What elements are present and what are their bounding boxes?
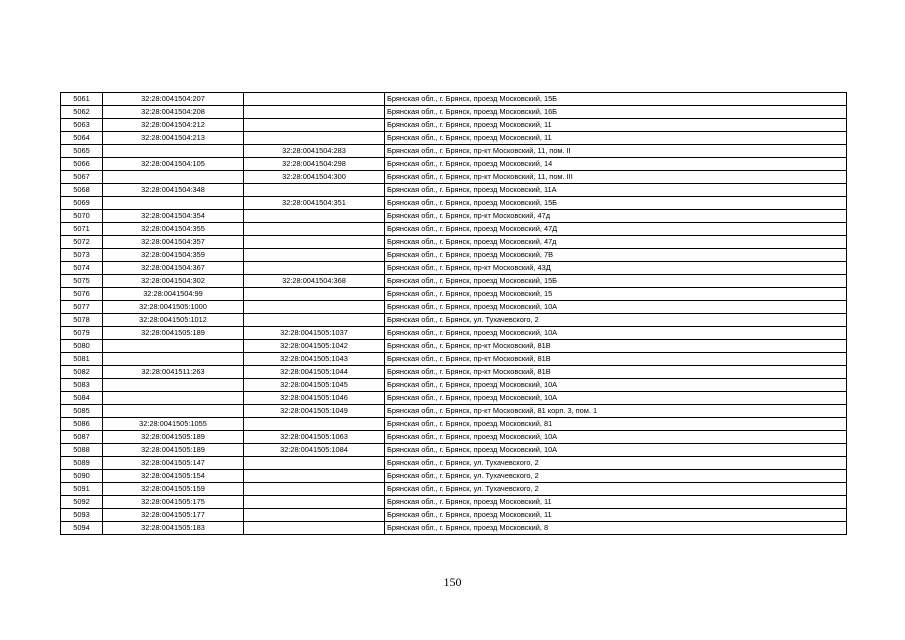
address-cell: Брянская обл., г. Брянск, пр-кт Московский, 47д (385, 210, 847, 223)
register-table-body (61, 93, 847, 535)
object-cadastral-number-cell: 32:28:0041504:298 (244, 158, 385, 171)
table-row (61, 197, 847, 210)
cadastral-number-cell (103, 197, 244, 210)
object-cadastral-number-cell: 32:28:0041505:1084 (244, 444, 385, 457)
table-row (61, 158, 847, 171)
row-number-cell: 5070 (61, 210, 103, 223)
table-row (61, 314, 847, 327)
table-row (61, 431, 847, 444)
object-cadastral-number-cell: 32:28:0041504:351 (244, 197, 385, 210)
address-cell: Брянская обл., г. Брянск, пр-кт Московский, 11, пом. II (385, 145, 847, 158)
cadastral-number-cell: 32:28:0041505:147 (103, 457, 244, 470)
object-cadastral-number-cell (244, 457, 385, 470)
cadastral-number-cell: 32:28:0041504:99 (103, 288, 244, 301)
address-cell: Брянская обл., г. Брянск, пр-кт Московский, 11, пом. III (385, 171, 847, 184)
address-cell: Брянская обл., г. Брянск, проезд Московский, 10А (385, 379, 847, 392)
address-cell: Брянская обл., г. Брянск, проезд Московский, 11 (385, 496, 847, 509)
table-row (61, 93, 847, 106)
object-cadastral-number-cell: 32:28:0041505:1049 (244, 405, 385, 418)
address-cell: Брянская обл., г. Брянск, проезд Московский, 10А (385, 431, 847, 444)
row-number-cell: 5065 (61, 145, 103, 158)
table-row (61, 275, 847, 288)
table-row (61, 496, 847, 509)
object-cadastral-number-cell: 32:28:0041505:1045 (244, 379, 385, 392)
row-number-cell: 5086 (61, 418, 103, 431)
table-row (61, 392, 847, 405)
table-row (61, 236, 847, 249)
row-number-cell: 5092 (61, 496, 103, 509)
table-row (61, 405, 847, 418)
object-cadastral-number-cell (244, 483, 385, 496)
table-row (61, 288, 847, 301)
address-cell: Брянская обл., г. Брянск, пр-кт Московский, 81 корп. 3, пом. 1 (385, 405, 847, 418)
object-cadastral-number-cell (244, 496, 385, 509)
object-cadastral-number-cell (244, 418, 385, 431)
register-table (60, 92, 847, 535)
cadastral-number-cell: 32:28:0041504:208 (103, 106, 244, 119)
object-cadastral-number-cell: 32:28:0041505:1043 (244, 353, 385, 366)
object-cadastral-number-cell: 32:28:0041505:1063 (244, 431, 385, 444)
address-cell: Брянская обл., г. Брянск, пр-кт Московский, 81В (385, 353, 847, 366)
address-cell: Брянская обл., г. Брянск, проезд Московский, 47д (385, 236, 847, 249)
table-row (61, 327, 847, 340)
row-number-cell: 5073 (61, 249, 103, 262)
table-row (61, 132, 847, 145)
table-row (61, 119, 847, 132)
cadastral-number-cell: 32:28:0041504:302 (103, 275, 244, 288)
row-number-cell: 5077 (61, 301, 103, 314)
cadastral-number-cell: 32:28:0041505:1012 (103, 314, 244, 327)
cadastral-number-cell: 32:28:0041504:354 (103, 210, 244, 223)
row-number-cell: 5074 (61, 262, 103, 275)
row-number-cell: 5072 (61, 236, 103, 249)
address-cell: Брянская обл., г. Брянск, проезд Московский, 10А (385, 392, 847, 405)
address-cell: Брянская обл., г. Брянск, ул. Тухачевского, 2 (385, 470, 847, 483)
row-number-cell: 5066 (61, 158, 103, 171)
address-cell: Брянская обл., г. Брянск, пр-кт Московский, 81В (385, 366, 847, 379)
object-cadastral-number-cell (244, 262, 385, 275)
table-row (61, 366, 847, 379)
row-number-cell: 5085 (61, 405, 103, 418)
row-number-cell: 5093 (61, 509, 103, 522)
object-cadastral-number-cell (244, 132, 385, 145)
cadastral-number-cell: 32:28:0041505:159 (103, 483, 244, 496)
cadastral-number-cell: 32:28:0041505:1055 (103, 418, 244, 431)
address-cell: Брянская обл., г. Брянск, проезд Московский, 7В (385, 249, 847, 262)
address-cell: Брянская обл., г. Брянск, проезд Московский, 10А (385, 327, 847, 340)
table-row (61, 418, 847, 431)
object-cadastral-number-cell (244, 106, 385, 119)
object-cadastral-number-cell (244, 184, 385, 197)
table-row (61, 262, 847, 275)
object-cadastral-number-cell (244, 223, 385, 236)
cadastral-number-cell: 32:28:0041505:189 (103, 327, 244, 340)
object-cadastral-number-cell: 32:28:0041504:368 (244, 275, 385, 288)
cadastral-number-cell: 32:28:0041505:154 (103, 470, 244, 483)
address-cell: Брянская обл., г. Брянск, проезд Московский, 15Б (385, 275, 847, 288)
cadastral-number-cell (103, 171, 244, 184)
address-cell: Брянская обл., г. Брянск, проезд Московский, 47Д (385, 223, 847, 236)
object-cadastral-number-cell (244, 210, 385, 223)
address-cell: Брянская обл., г. Брянск, проезд Московский, 8 (385, 522, 847, 535)
row-number-cell: 5063 (61, 119, 103, 132)
cadastral-number-cell: 32:28:0041504:105 (103, 158, 244, 171)
table-row (61, 184, 847, 197)
table-row (61, 522, 847, 535)
table-row (61, 483, 847, 496)
row-number-cell: 5091 (61, 483, 103, 496)
row-number-cell: 5087 (61, 431, 103, 444)
page-number: 150 (443, 575, 462, 589)
object-cadastral-number-cell: 32:28:0041504:283 (244, 145, 385, 158)
object-cadastral-number-cell (244, 249, 385, 262)
address-cell: Брянская обл., г. Брянск, пр-кт Московский, 43Д (385, 262, 847, 275)
object-cadastral-number-cell (244, 301, 385, 314)
row-number-cell: 5089 (61, 457, 103, 470)
cadastral-number-cell: 32:28:0041504:357 (103, 236, 244, 249)
object-cadastral-number-cell: 32:28:0041505:1044 (244, 366, 385, 379)
table-row (61, 444, 847, 457)
row-number-cell: 5075 (61, 275, 103, 288)
object-cadastral-number-cell (244, 314, 385, 327)
cadastral-number-cell (103, 392, 244, 405)
address-cell: Брянская обл., г. Брянск, проезд Московский, 10А (385, 301, 847, 314)
cadastral-number-cell: 32:28:0041505:189 (103, 444, 244, 457)
row-number-cell: 5081 (61, 353, 103, 366)
cadastral-number-cell: 32:28:0041504:212 (103, 119, 244, 132)
cadastral-number-cell: 32:28:0041504:367 (103, 262, 244, 275)
table-row (61, 353, 847, 366)
cadastral-number-cell (103, 340, 244, 353)
cadastral-number-cell: 32:28:0041504:348 (103, 184, 244, 197)
row-number-cell: 5068 (61, 184, 103, 197)
cadastral-number-cell (103, 145, 244, 158)
address-cell: Брянская обл., г. Брянск, ул. Тухачевского, 2 (385, 314, 847, 327)
cadastral-number-cell (103, 353, 244, 366)
cadastral-number-cell: 32:28:0041504:355 (103, 223, 244, 236)
address-cell: Брянская обл., г. Брянск, проезд Московский, 15Б (385, 197, 847, 210)
address-cell: Брянская обл., г. Брянск, проезд Московский, 11 (385, 509, 847, 522)
address-cell: Брянская обл., г. Брянск, ул. Тухачевского, 2 (385, 457, 847, 470)
row-number-cell: 5061 (61, 93, 103, 106)
row-number-cell: 5083 (61, 379, 103, 392)
cadastral-number-cell: 32:28:0041504:359 (103, 249, 244, 262)
table-row (61, 223, 847, 236)
row-number-cell: 5071 (61, 223, 103, 236)
cadastral-number-cell: 32:28:0041505:1000 (103, 301, 244, 314)
address-cell: Брянская обл., г. Брянск, ул. Тухачевского, 2 (385, 483, 847, 496)
row-number-cell: 5076 (61, 288, 103, 301)
table-row (61, 106, 847, 119)
object-cadastral-number-cell: 32:28:0041505:1042 (244, 340, 385, 353)
row-number-cell: 5067 (61, 171, 103, 184)
address-cell: Брянская обл., г. Брянск, проезд Московский, 11 (385, 132, 847, 145)
address-cell: Брянская обл., г. Брянск, проезд Московский, 11А (385, 184, 847, 197)
object-cadastral-number-cell (244, 288, 385, 301)
cadastral-number-cell: 32:28:0041505:189 (103, 431, 244, 444)
object-cadastral-number-cell (244, 522, 385, 535)
row-number-cell: 5062 (61, 106, 103, 119)
table-row (61, 340, 847, 353)
cadastral-number-cell: 32:28:0041504:213 (103, 132, 244, 145)
cadastral-number-cell: 32:28:0041504:207 (103, 93, 244, 106)
row-number-cell: 5079 (61, 327, 103, 340)
cadastral-number-cell: 32:28:0041505:183 (103, 522, 244, 535)
row-number-cell: 5088 (61, 444, 103, 457)
row-number-cell: 5078 (61, 314, 103, 327)
object-cadastral-number-cell: 32:28:0041505:1037 (244, 327, 385, 340)
cadastral-number-cell: 32:28:0041505:177 (103, 509, 244, 522)
object-cadastral-number-cell (244, 509, 385, 522)
table-row (61, 301, 847, 314)
cadastral-number-cell: 32:28:0041511:263 (103, 366, 244, 379)
address-cell: Брянская обл., г. Брянск, проезд Московский, 14 (385, 158, 847, 171)
row-number-cell: 5064 (61, 132, 103, 145)
object-cadastral-number-cell: 32:28:0041505:1046 (244, 392, 385, 405)
object-cadastral-number-cell (244, 93, 385, 106)
address-cell: Брянская обл., г. Брянск, проезд Московский, 11 (385, 119, 847, 132)
address-cell: Брянская обл., г. Брянск, проезд Московский, 10А (385, 444, 847, 457)
table-row (61, 457, 847, 470)
object-cadastral-number-cell: 32:28:0041504:300 (244, 171, 385, 184)
table-row (61, 379, 847, 392)
table-row (61, 145, 847, 158)
table-row (61, 210, 847, 223)
address-cell: Брянская обл., г. Брянск, проезд Московский, 16Б (385, 106, 847, 119)
address-cell: Брянская обл., г. Брянск, проезд Московский, 15 (385, 288, 847, 301)
table-row (61, 470, 847, 483)
object-cadastral-number-cell (244, 119, 385, 132)
table-row (61, 249, 847, 262)
row-number-cell: 5084 (61, 392, 103, 405)
table-row (61, 509, 847, 522)
table-row (61, 171, 847, 184)
cadastral-number-cell (103, 379, 244, 392)
row-number-cell: 5080 (61, 340, 103, 353)
address-cell: Брянская обл., г. Брянск, проезд Московский, 81 (385, 418, 847, 431)
cadastral-number-cell: 32:28:0041505:175 (103, 496, 244, 509)
cadastral-number-cell (103, 405, 244, 418)
address-cell: Брянская обл., г. Брянск, проезд Московский, 15Б (385, 93, 847, 106)
row-number-cell: 5082 (61, 366, 103, 379)
address-cell: Брянская обл., г. Брянск, пр-кт Московский, 81В (385, 340, 847, 353)
row-number-cell: 5090 (61, 470, 103, 483)
row-number-cell: 5069 (61, 197, 103, 210)
object-cadastral-number-cell (244, 470, 385, 483)
object-cadastral-number-cell (244, 236, 385, 249)
row-number-cell: 5094 (61, 522, 103, 535)
